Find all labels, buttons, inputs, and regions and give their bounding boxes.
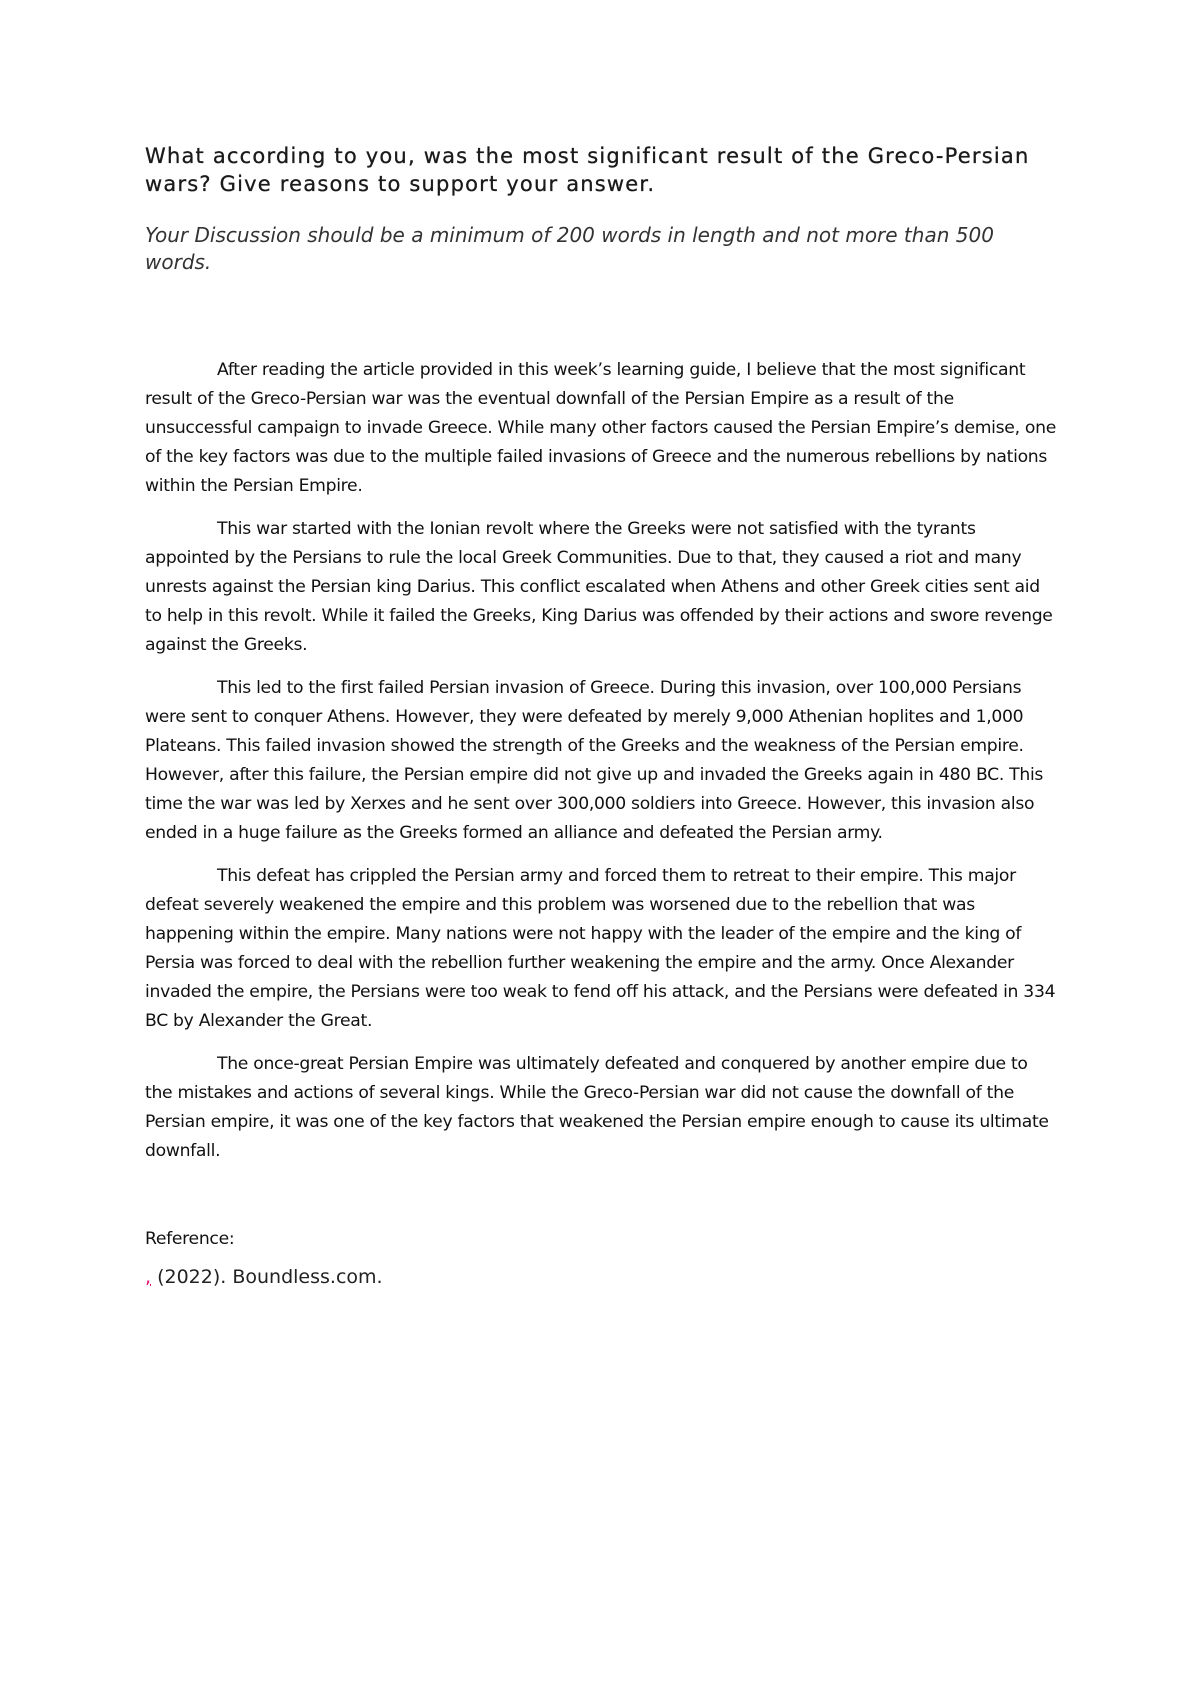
- instruction-text: Your Discussion should be a minimum of 200 words in length and not more than 500 words.: [145, 223, 994, 274]
- essay-paragraph-4: This defeat has crippled the Persian army and forced them to retreat to their empire. This major defeat severely weakened the empire and this problem was worsened due to the rebellion that was happening within the empire. Many nations were not happy with the leader of the empire and the king of Persia was forced to deal with the rebellion further weakening the empire and the army. Once Alexander invaded the empire, the Persians were too weak to fend off his attack, and the Persians were defeated in 334 BC by Alexander the Great.: [145, 866, 1056, 1031]
- reference-text: (2022). Boundless.com.: [151, 1266, 383, 1288]
- essay-paragraph-3: This led to the first failed Persian invasion of Greece. During this invasion, over 100,000 Persians were sent to conquer Athens. However, they were defeated by merely 9,000 Athenian hoplites and 1,000 Plateans. This failed invasion showed the strength of the Greeks and the weakness of the Persian empire. However, after this failure, the Persian empire did not give up and invaded the Greeks again in 480 BC. This time the war was led by Xerxes and he sent over 300,000 soldiers into Greece. However, this invasion also ended in a huge failure as the Greeks formed an alliance and defeated the Persian army.: [145, 678, 1044, 843]
- document-content: [145, 142, 1060, 1290]
- essay-paragraph-1: After reading the article provided in this week’s learning guide, I believe that the most significant result of the Greco-Persian war was the eventual downfall of the Persian Empire as a result of the unsuccessful campaign to invade Greece. While many other factors caused the Persian Empire’s demise, one of the key factors was due to the multiple failed invasions of Greece and the numerous rebellions by nations within the Persian Empire.: [145, 360, 1056, 496]
- essay-body: [145, 356, 1060, 1166]
- reference-entry: [145, 1264, 1060, 1290]
- references-heading: Reference:: [145, 1229, 235, 1249]
- reference-link[interactable]: ,: [145, 1266, 152, 1288]
- essay-paragraph-2: This war started with the Ionian revolt where the Greeks were not satisfied with the tyrants appointed by the Persians to rule the local Greek Communities. Due to that, they caused a riot and many unrests against the Persian king Darius. This conflict escalated when Athens and other Greek cities sent aid to help in this revolt. While it failed the Greeks, King Darius was offended by their actions and swore revenge against the Greeks.: [145, 519, 1053, 655]
- question-heading: What according to you, was the most significant result of the Greco-Persian wars? Give reasons to support your answer.: [145, 144, 1030, 196]
- references-section: [145, 1226, 1060, 1290]
- essay-paragraph-5: The once-great Persian Empire was ultimately defeated and conquered by another empire due to the mistakes and actions of several kings. While the Greco-Persian war did not cause the downfall of the Persian empire, it was one of the key factors that weakened the Persian empire enough to cause its ultimate downfall.: [145, 1054, 1049, 1161]
